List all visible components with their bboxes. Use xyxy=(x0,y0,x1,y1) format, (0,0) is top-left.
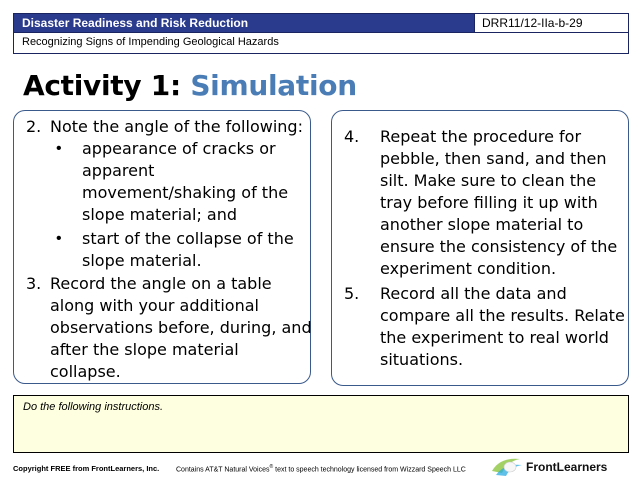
bullet-line: movement/shaking of the xyxy=(82,183,289,202)
brand-name: FrontLearners xyxy=(526,460,608,474)
competency-code: DRR11/12-IIa-b-29 xyxy=(474,14,628,32)
bullet-line: apparent xyxy=(82,161,155,180)
step-line: observations before, during, and xyxy=(50,318,312,337)
step-line: situations. xyxy=(380,350,464,369)
step-line: experiment condition. xyxy=(380,259,557,278)
step-text xyxy=(50,273,312,383)
activity-title-accent: Simulation xyxy=(190,69,357,102)
header-bar xyxy=(13,13,629,33)
step-text xyxy=(380,283,625,371)
instructions-text: Do the following instructions. xyxy=(23,401,164,413)
left-steps-panel xyxy=(13,110,311,384)
voices-text-rest: text to speech technology licensed from Wizzard Speech LLC xyxy=(273,466,466,474)
step-line: pebble, then sand, and then xyxy=(380,149,607,168)
step-number: 4. xyxy=(344,127,360,146)
frontlearners-logo-icon xyxy=(490,455,524,477)
step-line: compare all the results. Relate xyxy=(380,306,625,325)
right-steps-panel xyxy=(331,110,629,386)
bullet-item xyxy=(82,228,308,272)
step-line: tray before filling it up with xyxy=(380,193,598,212)
step-number: 5. xyxy=(344,284,360,303)
step-text: Note the angle of the following: xyxy=(50,117,303,136)
activity-title-prefix: Activity 1: xyxy=(23,69,191,102)
bullet-dot-icon: • xyxy=(56,230,62,247)
step-number: 2. xyxy=(26,117,42,136)
step-line: Repeat the procedure for xyxy=(380,127,582,146)
bullet-line: slope material; and xyxy=(82,205,238,224)
registered-mark: ® xyxy=(269,464,274,470)
step-line: the experiment to real world xyxy=(380,328,609,347)
bullet-item xyxy=(82,138,308,226)
step-line: collapse. xyxy=(50,362,121,381)
step-line: Record all the data and xyxy=(380,284,567,303)
step-line: silt. Make sure to clean the xyxy=(380,171,597,190)
bullet-line: start of the collapse of the xyxy=(82,229,294,248)
bullet-line: slope material. xyxy=(82,251,202,270)
instructions-box xyxy=(13,395,629,453)
course-title: Disaster Readiness and Risk Reduction xyxy=(22,16,249,30)
step-line: ensure the consistency of the xyxy=(380,237,618,256)
step-line: another slope material to xyxy=(380,215,584,234)
subheader-bar xyxy=(13,33,629,54)
voices-text: Contains AT&T Natural Voices xyxy=(176,466,270,474)
step-line: after the slope material xyxy=(50,340,239,359)
footer-copyright: Copyright FREE from FrontLearners, Inc. xyxy=(13,464,160,473)
bullet-dot-icon: • xyxy=(56,140,62,157)
step-line: Record the angle on a table xyxy=(50,274,272,293)
lesson-subtitle: Recognizing Signs of Impending Geological Hazards xyxy=(22,36,279,48)
bullet-line: appearance of cracks or xyxy=(82,139,276,158)
activity-title xyxy=(23,69,357,102)
step-text xyxy=(380,126,617,280)
step-line: along with your additional xyxy=(50,296,259,315)
footer-voices-notice xyxy=(176,464,466,473)
step-number: 3. xyxy=(26,274,42,293)
